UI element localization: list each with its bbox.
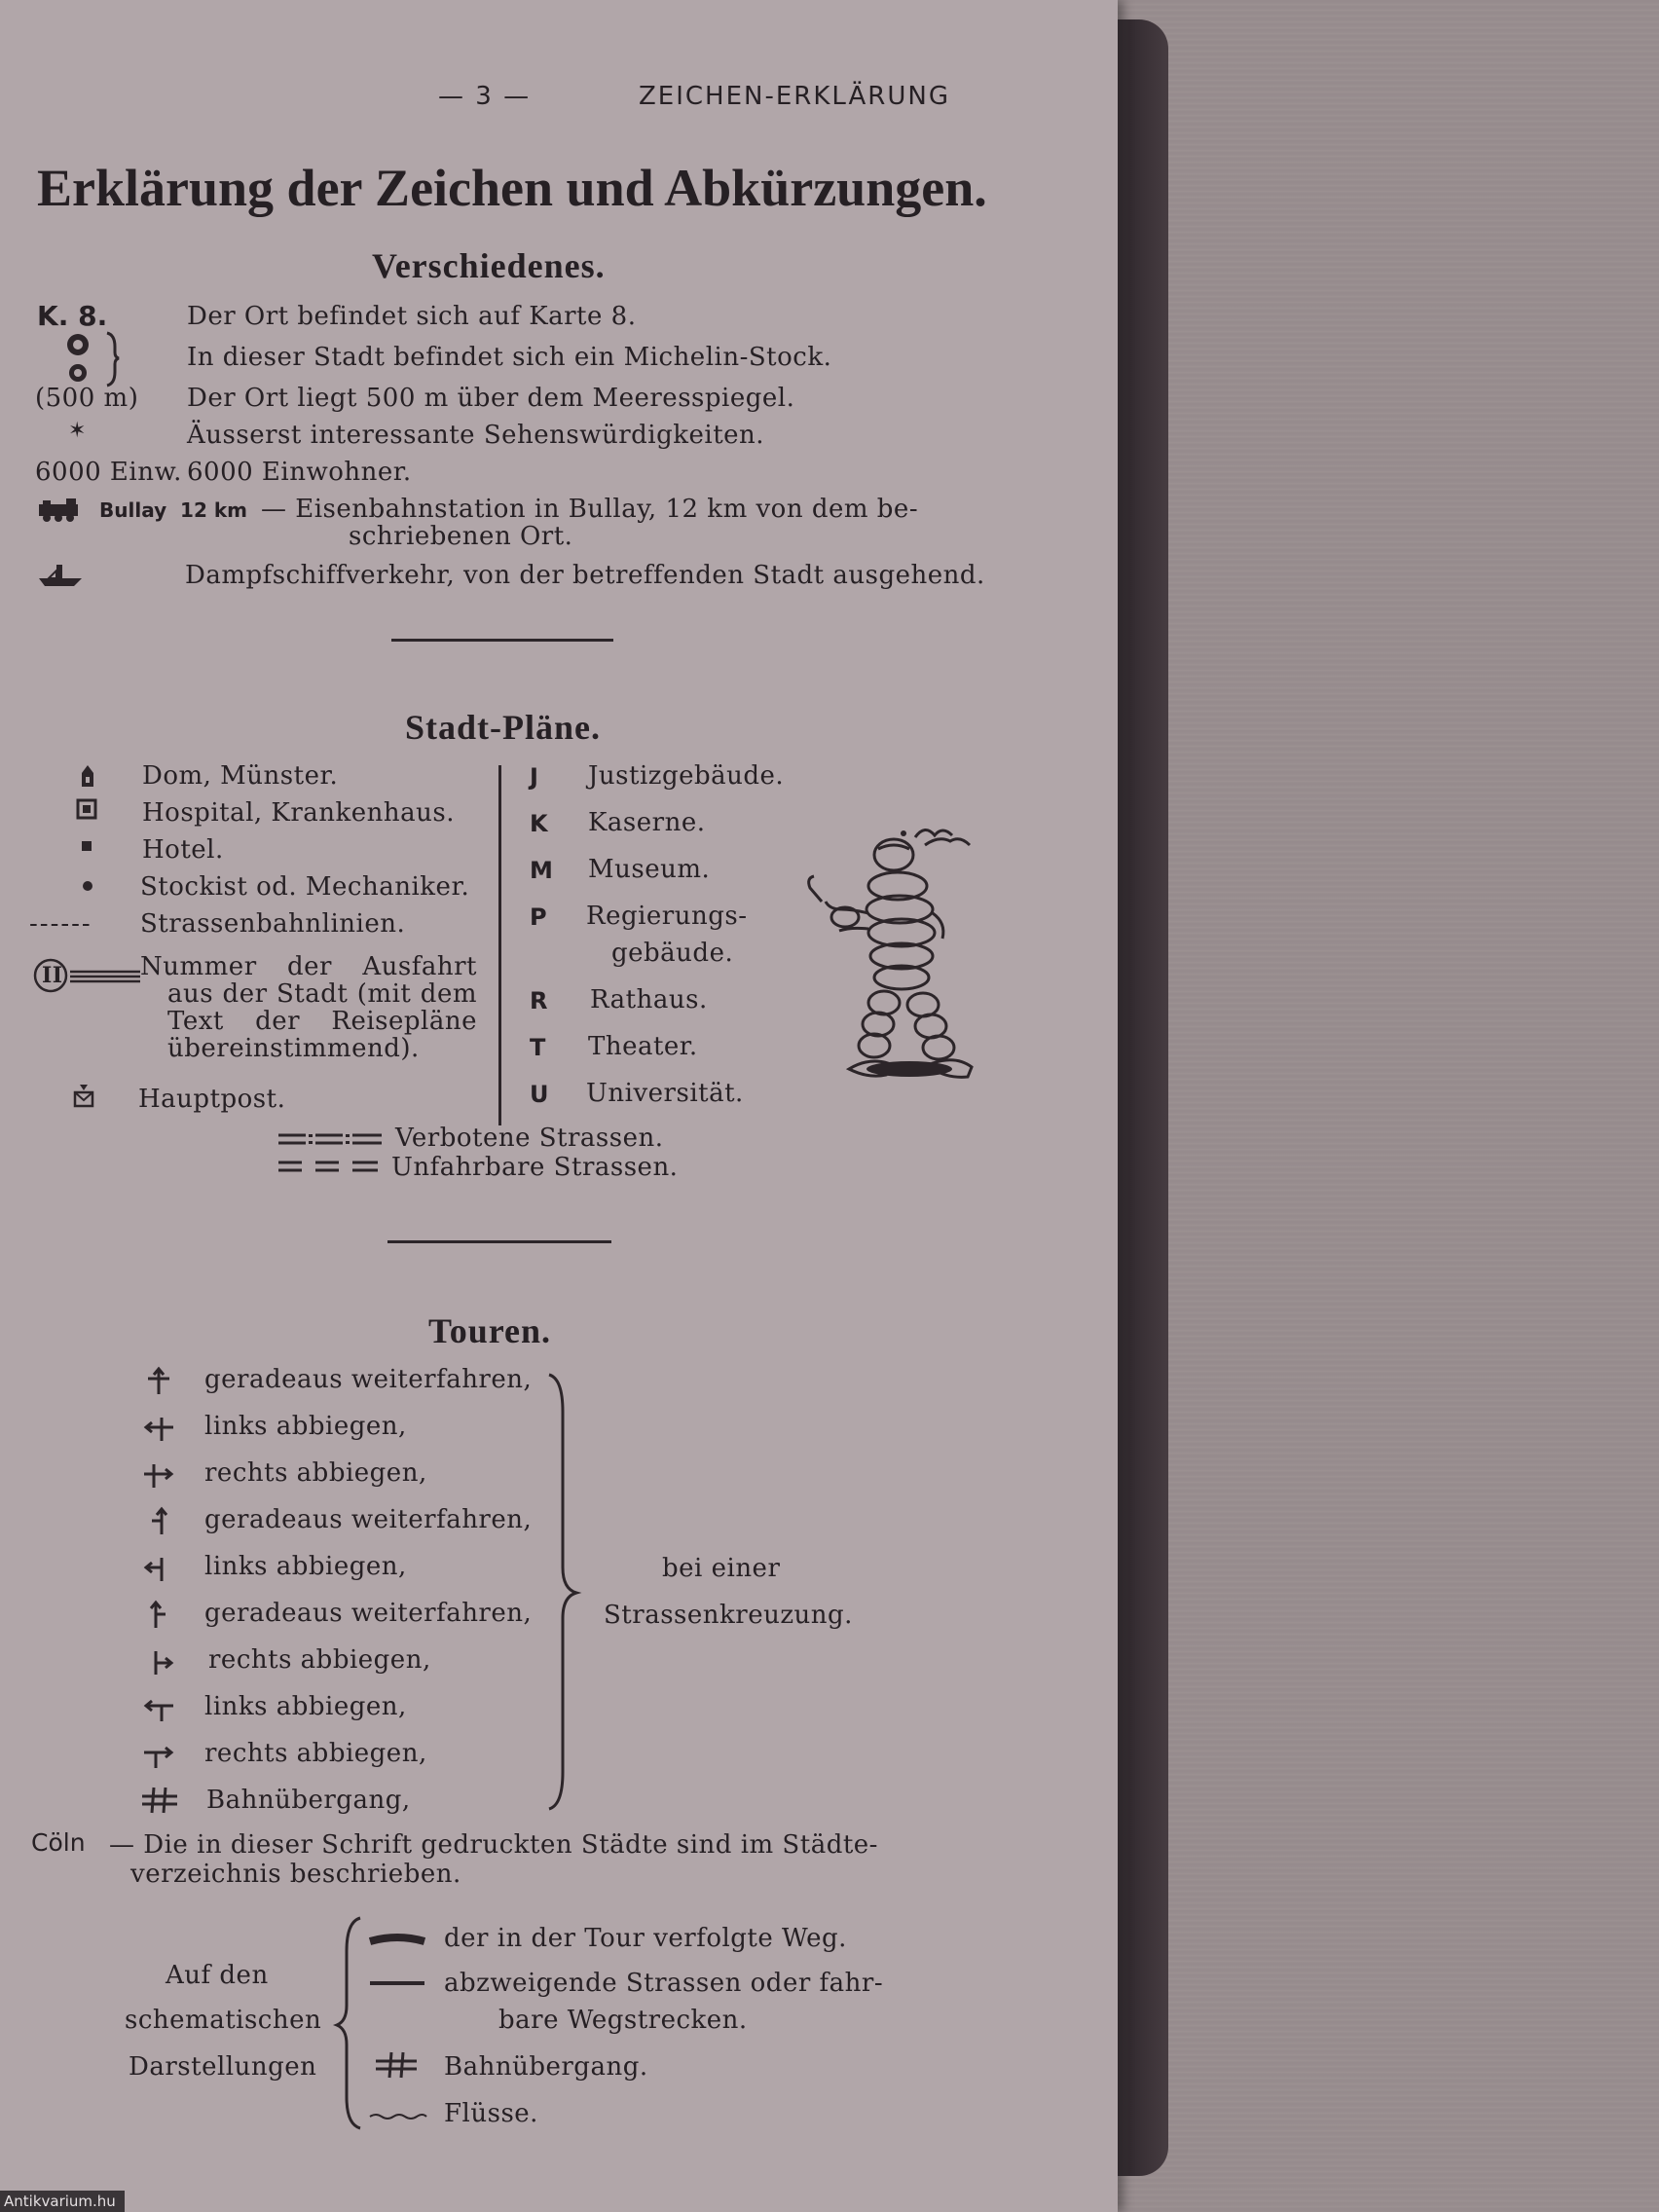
legend-text: Regierungs- [586, 902, 748, 931]
post-office-icon [72, 1083, 97, 1112]
legend-text: Hotel. [142, 835, 224, 865]
page-number: — 3 — [438, 82, 532, 111]
bracket-note: bei einer [662, 1554, 781, 1583]
exit-number-label: II [42, 963, 63, 988]
population-symbol: 6000 Einw. [35, 458, 182, 487]
hotel-icon [80, 839, 93, 853]
legend-text: Text der Reisepläne [167, 1007, 477, 1036]
legend-text: In dieser Stadt befindet sich ein Michelin-Stock. [187, 343, 832, 372]
cathedral-icon [78, 763, 97, 789]
left-fork-icon [142, 1554, 175, 1583]
hospital-icon [76, 798, 97, 820]
letter-symbol: K [530, 810, 548, 837]
legend-text: rechts abbiegen, [204, 1458, 427, 1488]
schematic-label: schematischen [125, 2006, 322, 2035]
altitude-symbol: (500 m) [35, 384, 139, 413]
steamship-icon [37, 561, 86, 590]
right-fork-icon [146, 1647, 179, 1677]
right-t-icon [142, 1741, 175, 1770]
michelin-man-illustration [808, 820, 1013, 1088]
legend-text: Bahnübergang, [206, 1786, 411, 1815]
coeln-text: — Die in dieser Schrift gedruckten Städte sind im Städte- [109, 1830, 878, 1860]
thin-road-icon [368, 1978, 428, 1988]
legend-text: Verbotene Strassen. [395, 1124, 664, 1153]
legend-text-continued: gebäude. [611, 939, 734, 968]
bracket-note: Strassenkreuzung. [604, 1601, 853, 1630]
legend-text: Stockist od. Mechaniker. [140, 872, 470, 902]
railroad-crossing-icon [140, 1786, 179, 1815]
letter-symbol: R [530, 987, 548, 1014]
left-t-icon [142, 1694, 175, 1723]
legend-text: Unfahrbare Strassen. [391, 1153, 679, 1182]
legend-text: Dom, Münster. [142, 761, 339, 791]
stockist-icon [82, 880, 93, 892]
legend-text: Kaserne. [588, 808, 706, 837]
river-icon [368, 2111, 428, 2122]
legend-text: Strassenbahnlinien. [140, 909, 406, 939]
legend-text: Flüsse. [444, 2099, 538, 2128]
section-heading-verschiedenes: Verschiedenes. [372, 246, 606, 285]
legend-text: 6000 Einwohner. [187, 458, 412, 487]
running-header: ZEICHEN-ERKLÄRUNG [639, 82, 950, 111]
letter-symbol: M [530, 857, 553, 884]
legend-text: Hauptpost. [138, 1085, 286, 1114]
schematic-label: Darstellungen [129, 2052, 317, 2082]
star-icon: ✶ [68, 419, 87, 443]
watermark: Antikvarium.hu [0, 2191, 125, 2212]
legend-text: aus der Stadt (mit dem [167, 979, 477, 1009]
letter-symbol: P [530, 903, 547, 931]
left-brace [335, 1916, 364, 2130]
left-icon [142, 1414, 175, 1443]
legend-text: rechts abbiegen, [204, 1739, 427, 1768]
station-symbol: Bullay 12 km [99, 498, 247, 522]
section-heading-stadtplaene: Stadt-Pläne. [405, 708, 601, 747]
legend-text: Bahnübergang. [444, 2052, 648, 2082]
letter-symbol: J [530, 763, 538, 791]
section-divider [391, 639, 613, 642]
legend-text: Universität. [586, 1079, 744, 1108]
legend-text: Rathaus. [590, 985, 708, 1014]
legend-text: geradeaus weiterfahren, [204, 1505, 533, 1534]
tramline-symbol: ------ [29, 909, 92, 939]
legend-text: Der Ort liegt 500 m über dem Meeresspiegel. [187, 384, 795, 413]
legend-text: links abbiegen, [204, 1412, 407, 1441]
michelin-stock-icon [60, 331, 119, 386]
legend-text: Theater. [588, 1032, 698, 1061]
legend-text: rechts abbiegen, [208, 1645, 431, 1675]
column-divider [498, 765, 501, 1125]
map-reference-symbol: K. 8. [37, 300, 108, 332]
legend-text-continued: schriebenen Ort. [349, 522, 573, 551]
legend-text: Nummer der Ausfahrt [140, 952, 477, 981]
straight-fork-left-icon [142, 1507, 175, 1536]
schematic-label: Auf den [166, 1961, 269, 1990]
thick-road-icon [368, 1932, 428, 1949]
coeln-text-continued: verzeichnis beschrieben. [130, 1860, 461, 1889]
legend-text-continued: bare Wegstrecken. [498, 2006, 748, 2035]
legend-text: Der Ort befindet sich auf Karte 8. [187, 302, 637, 331]
legend-text: Hospital, Krankenhaus. [142, 798, 456, 828]
legend-text: geradeaus weiterfahren, [204, 1599, 533, 1628]
forbidden-road-icon [276, 1129, 386, 1174]
right-icon [142, 1460, 175, 1490]
legend-text: Äusserst interessante Sehenswürdigkeiten. [187, 421, 765, 450]
legend-text: links abbiegen, [204, 1552, 407, 1581]
legend-text: der in der Tour verfolgte Weg. [444, 1924, 847, 1953]
coeln-example: Cöln [31, 1828, 86, 1857]
railroad-crossing-icon [374, 2050, 421, 2080]
straight-fork-right-icon [142, 1601, 175, 1630]
legend-text: übereinstimmend). [167, 1034, 420, 1063]
letter-symbol: U [530, 1081, 549, 1108]
section-heading-touren: Touren. [428, 1311, 552, 1350]
right-brace [545, 1373, 584, 1811]
legend-text: Museum. [588, 855, 711, 884]
train-icon [37, 498, 84, 522]
legend-text: geradeaus weiterfahren, [204, 1365, 533, 1394]
straight-icon [142, 1367, 175, 1396]
legend-text: abzweigende Strassen oder fahr- [444, 1969, 884, 1998]
legend-text: links abbiegen, [204, 1692, 407, 1721]
letter-symbol: T [530, 1034, 546, 1061]
legend-text: — Eisenbahnstation in Bullay, 12 km von dem be- [261, 495, 919, 524]
page-title: Erklärung der Zeichen und Abkürzungen. [37, 159, 987, 217]
legend-text: Dampfschiffverkehr, von der betreffenden Stadt ausgehend. [185, 561, 985, 590]
section-divider [387, 1240, 611, 1243]
legend-text: Justizgebäude. [588, 761, 785, 791]
